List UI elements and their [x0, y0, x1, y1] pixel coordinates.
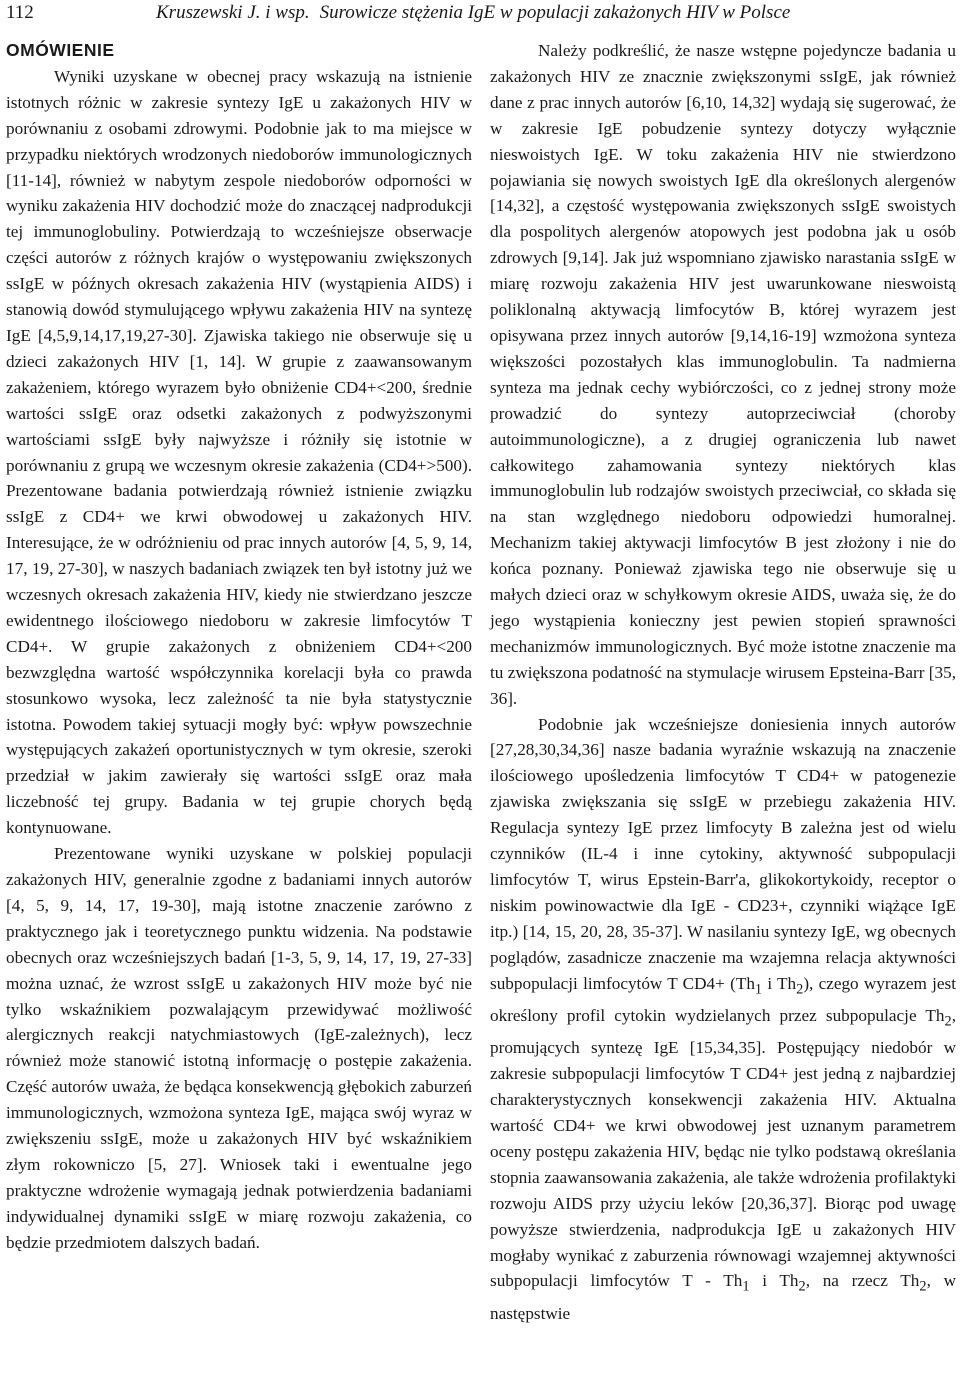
running-head-title: Surowicze stężenia IgE w populacji zakażonych HIV w Polsce [319, 2, 791, 23]
page-number: 112 [6, 2, 34, 23]
section-heading: OMÓWIENIE [6, 40, 115, 60]
article-body [6, 38, 956, 1327]
right-column [490, 38, 956, 1327]
subscript: 2 [796, 981, 804, 998]
text-run: , na rzecz Th [805, 1271, 920, 1291]
running-head-authors: Kruszewski J. i wsp. [156, 2, 310, 23]
paragraph [490, 712, 956, 1327]
subscript: 2 [919, 1278, 927, 1295]
paragraph: Prezentowane wyniki uzyskane w polskiej populacji zakażonych HIV, generalnie zgodne z badaniami innych autorów [4, 5, 9, 14, 17, 19-30], mają istotne znaczenie zarówno z praktycznego jak i teoretycznego punktu widzenia. Na podstawie obecnych oraz wcześniejszych badań [1-3, 5, 9, 14, 17, 19, 27-33] można uznać, że wzrost ssIgE u zakażonych HIV może być nie tylko wskaźnikiem pozwalającym przewidywać możliwość alergicznych reakcji natychmiastowych (IgE-zależnych), lecz również może stanowić istotną informację o postępie zakażenia. Część autorów uważa, że będąca konsekwencją głębokich zaburzeń immunologicznych, wzmożona synteza IgE, mająca swój wyraz w zwiększeniu ssIgE, może u zakażonych HIV być wskaźnikiem złym rokowniczo [5, 27]. Wniosek taki i ewentualne jego praktyczne wdrożenie wymagają jednak potwierdzenia badaniami indywidualnej dynamiki ssIgE w miarę rozwoju zakażenia, co będzie przedmiotem dalszych badań. [6, 844, 472, 1252]
text-run: Podobnie jak wcześniejsze doniesienia innych autorów [27,28,30,34,36] nasze badania wyraźnie wskazują na znaczenie ilościowego upośledzenia limfocytów T CD4+ w patogenezie zjawiska zwiększania się ssIgE w przebiegu zakażenia HIV. Regulacja syntezy IgE przez limfocyty B zależna jest od wielu czynników (IL-4 i inne cytokiny, aktywność subpopulacji limfocytów T, wirus Epstein-Barr'a, glikokortykoidy, receptor o niskim powinowactwie dla IgE - CD23+, czynniki wiążące IgE itp.) [14, 15, 20, 28, 35-37]. W nasilaniu syntezy IgE, wg obecnych poglądów, zasadnicze znaczenie ma wzajemna relacja aktywności subpopulacji limfocytów T CD4+ (Th [490, 714, 956, 993]
text-run: ), czego wyrazem jest określony profil cytokin wydzielanych przez subpopulacje Th [490, 973, 956, 1025]
left-column [6, 38, 472, 1327]
subscript: 2 [944, 1013, 952, 1030]
paragraph: Wyniki uzyskane w obecnej pracy wskazują na istnienie istotnych różnic w zakresie syntezy IgE u zakażonych HIV w porównaniu z osobami zdrowymi. Podobnie jak to ma miejsce w przypadku niektórych wrodzonych niedoborów immunologicznych [11-14], również w nabytym zespole niedoborów odporności w wyniku zakażenia HIV dochodzić może do znaczącej nadprodukcji tej immunoglobuliny. Potwierdzają to wcześniejsze obserwacje części autorów z różnych krajów o występowaniu zwiększonych ssIgE w późnych okresach zakażenia HIV (wystąpienia AIDS) i stanowią dowód stymulującego wpływu zakażenia HIV na syntezę IgE [4,5,9,14,17,19,27-30]. Zjawiska takiego nie obserwuje się u dzieci zakażonych HIV [1, 14]. W grupie z zaawansowanym zakażeniem, którego wyrazem było obniżenie CD4+<200, średnie wartości ssIgE oraz odsetki zakażonych z podwyższonymi wartościami ssIgE były najwyższe i różniły się istotnie w porównaniu z grupą we wczesnym okresie zakażenia (CD4+>500). Prezentowane badania potwierdzają również istnienie związku ssIgE z CD4+ we krwi obwodowej u zakażonych HIV. Interesujące, że w odróżnieniu od prac innych autorów [4, 5, 9, 14, 17, 19, 27-30], w naszych badaniach związek ten był istotny już we wczesnych okresach zakażenia HIV, kiedy nie stwierdzano jeszcze ewidentnego ilościowego niedoboru w zakresie limfocytów T CD4+. W grupie zakażonych z obniżeniem CD4+<200 bezwzględna wartość współczynnika korelacji była co prawda stosunkowo wysoka, lecz zależność ta nie była statystycznie istotna. Powodem takiej sytuacji mogły być: wpływ powszechnie występujących zakażeń oportunistycznych w tym okresie, szeroki przedział w jakim zawierały się wartości ssIgE oraz mała liczebność tej grupy. Badania w tej grupie chorych będą kontynuowane. [6, 66, 472, 838]
text-run: i Th [749, 1271, 799, 1291]
subscript: 1 [754, 981, 763, 998]
subscript: 1 [742, 1278, 750, 1295]
subscript: 2 [798, 1278, 806, 1295]
text-run: , w następstwie [490, 1271, 956, 1323]
paragraph: Należy podkreślić, że nasze wstępne pojedyncze badania u zakażonych HIV ze znacznie zwiększonymi ssIgE, jak również dane z prac innych autorów [6,10, 14,32] wydają się sugerować, że w zakresie IgE pobudzenie syntezy dotyczy wyłącznie nieswoistych IgE. W toku zakażenia HIV nie stwierdzono pojawiania się nowych swoistych IgE dla określonych alergenów [14,32], a częstość występowania zwiększonych ssIgE swoistych dla pospolitych alergenów atopowych jest podobna jak u osób zdrowych [9,14]. Jak już wspomniano zjawisko narastania ssIgE w miarę rozwoju zakażenia HIV jest uwarunkowane nieswoistą poliklonalną aktywacją limfocytów B, której wyrazem jest opisywana przez innych autorów [9,14,16-19] wzmożona synteza większości pozostałych klas immunoglobulin. Ta nadmierna synteza ma jednak cechy wybiórczości, co z jednej strony może prowadzić do syntezy autoprzeciwciał (choroby autoimmunologiczne), a z drugiej ograniczenia lub nawet całkowitego zahamowania syntezy niektórych klas immunoglobulin lub rodzajów swoistych przeciwciał, co składa się na stan względnego niedoboru odpowiedzi humoralnej. Mechanizm takiej aktywacji limfocytów B jest złożony i nie do końca poznany. Ponieważ zjawiska tego nie obserwuje się u małych dzieci oraz w schyłkowym okresie AIDS, uważa się, że do jego wystąpienia konieczny jest pewien stopień sprawności mechanizmów immunologicznych. Być może istotne znaczenie ma tu zwiększona podatność na stymulacje wirusem Epsteina-Barr [35, 36]. [490, 41, 956, 708]
text-run: , promujących syntezę IgE [15,34,35]. Postępujący niedobór w zakresie subpopulacji limfocytów T CD4+ jest jedną z najbardziej charakterystycznych konsekwencji zakażenia HIV. Aktualna wartość CD4+ we krwi obwodowej jest uznanym parametrem oceny postępu zakażenia HIV, będąc nie tylko podstawą określania stopnia zaawansowania zakażenia, ale także wdrożenia profilaktyki rozwoju AIDS przy użyciu leków [20,36,37]. Biorąc pod uwagę powyższe stwierdzenia, nadprodukcja IgE u zakażonych HIV mogłaby wynikać z zaburzenia równowagi wzajemnej aktywności subpopulacji limfocytów T - Th [490, 1005, 956, 1291]
running-head [6, 0, 954, 26]
text-run: i Th [762, 973, 797, 993]
